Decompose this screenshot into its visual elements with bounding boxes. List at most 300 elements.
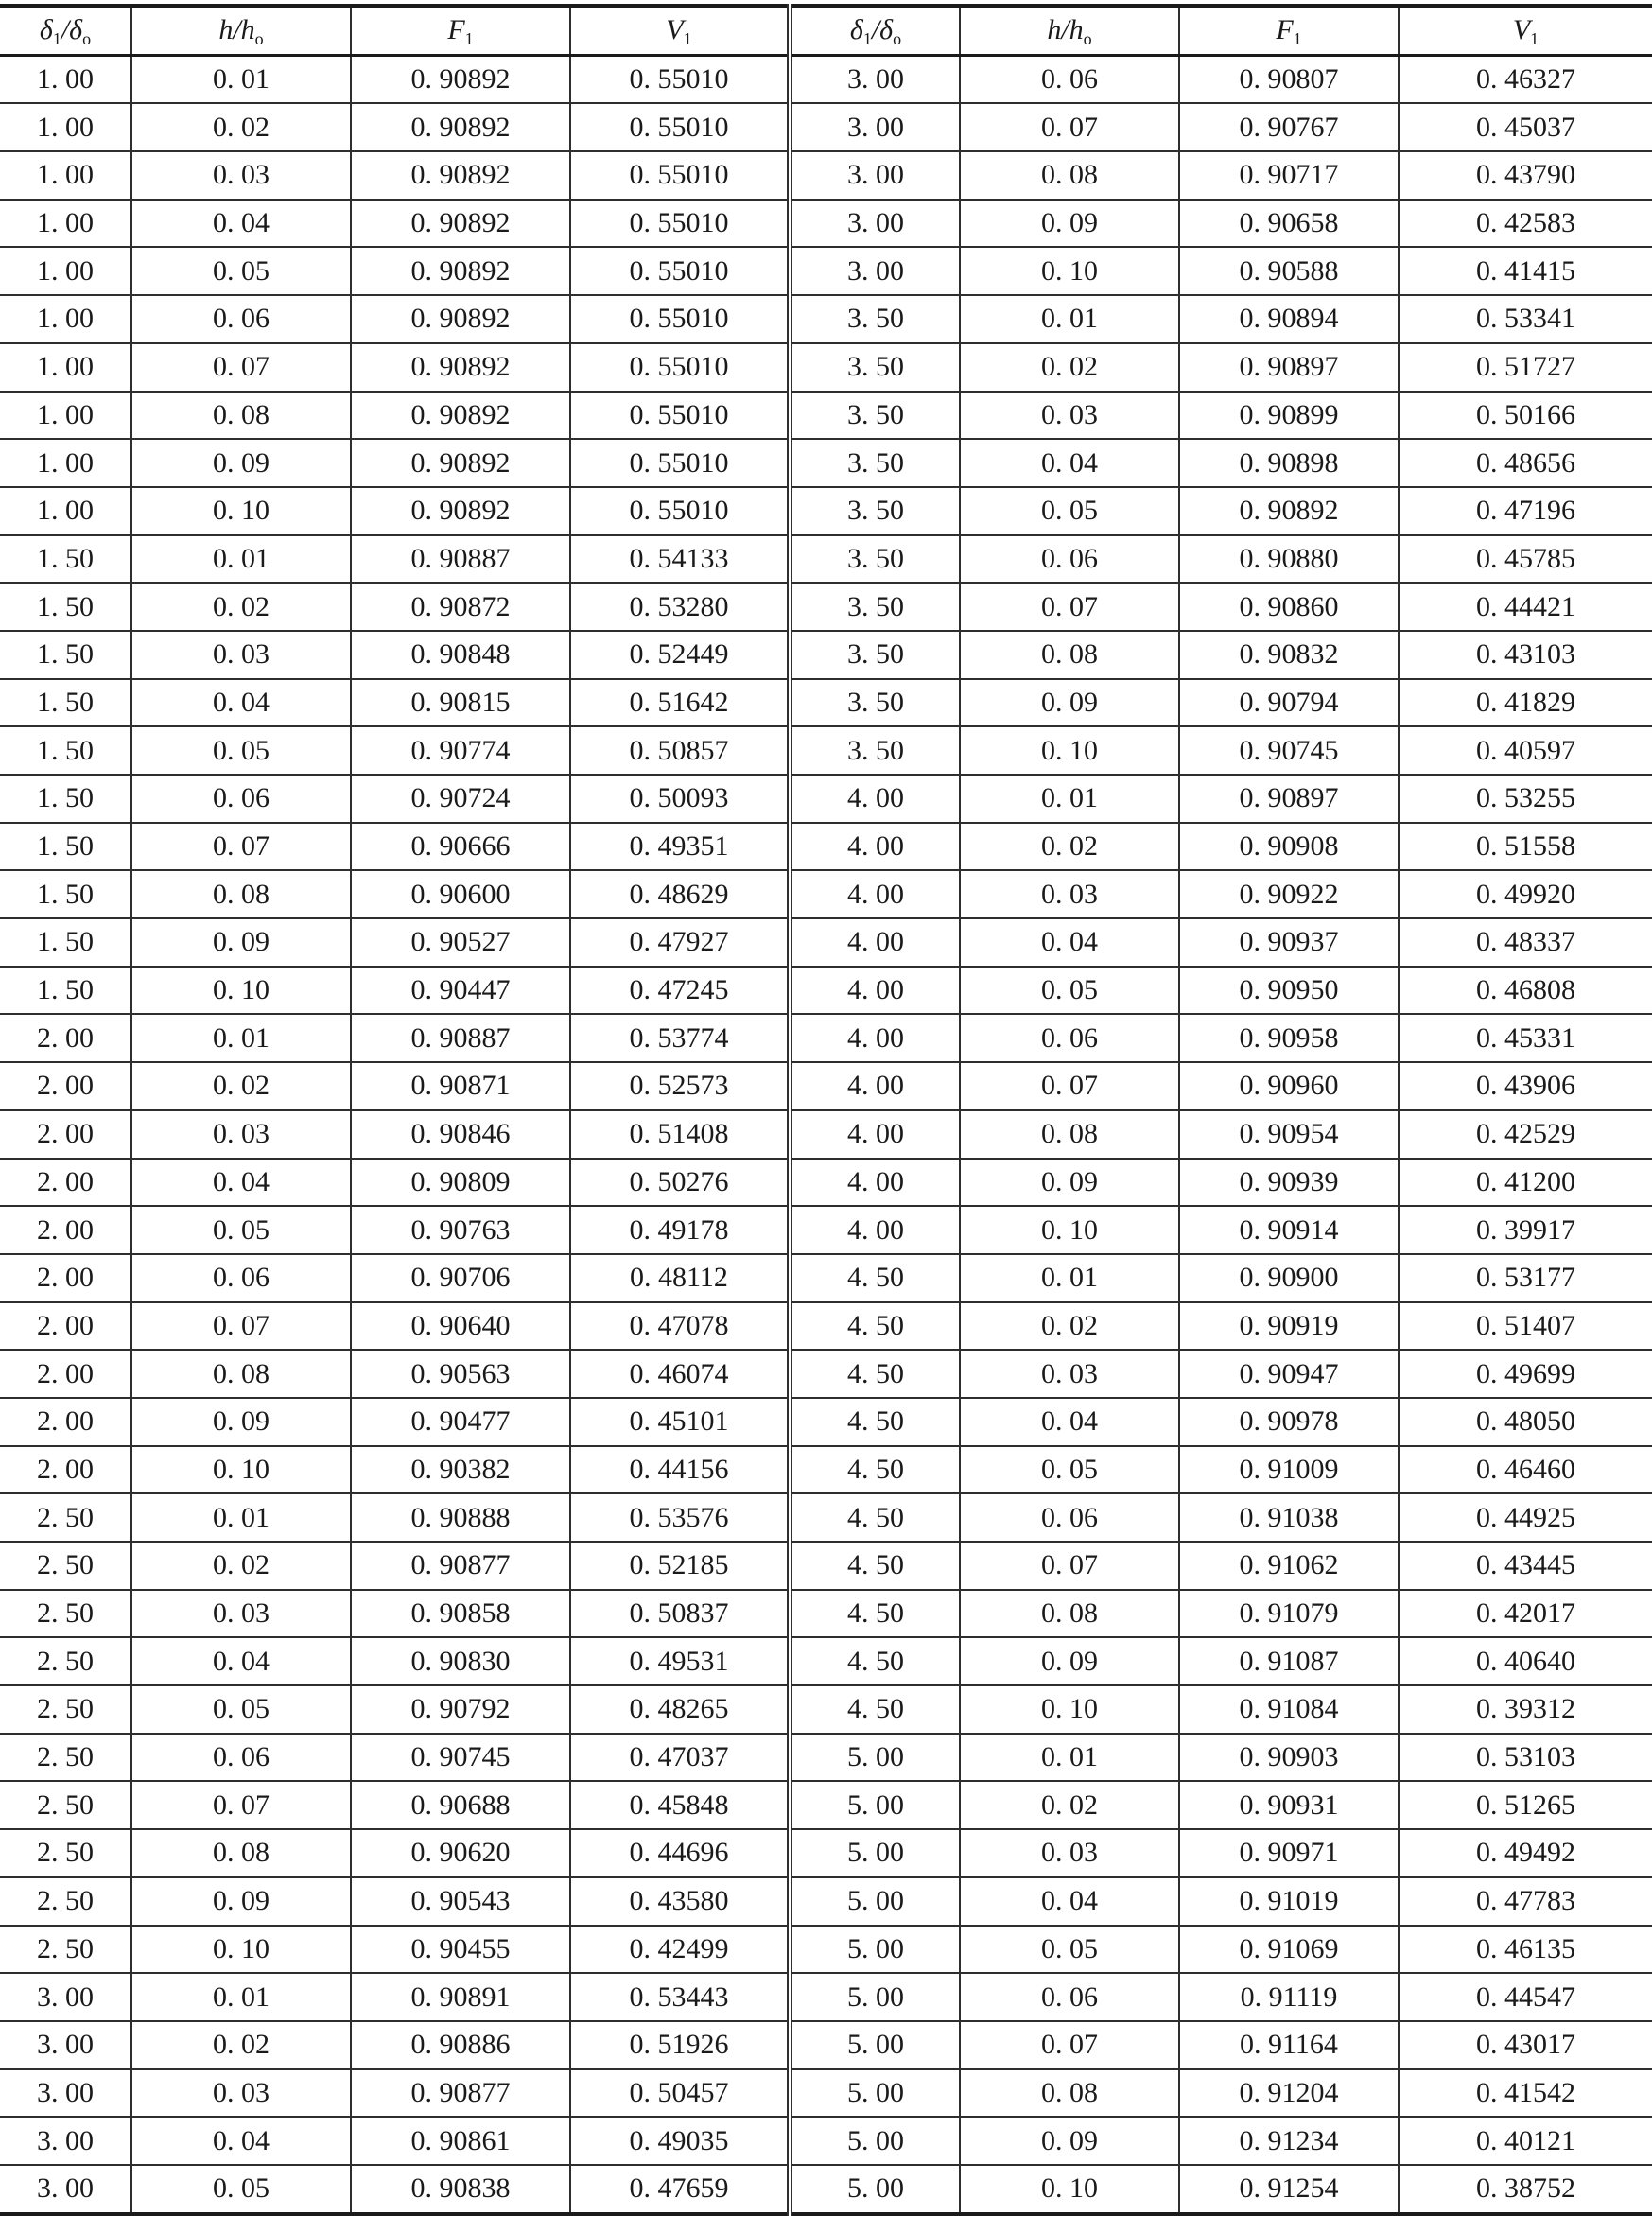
header-symbol: δ bbox=[69, 14, 83, 46]
table-row bbox=[0, 1302, 1652, 1351]
table-cell: 0. 53443 bbox=[570, 1973, 790, 2021]
table-cell: 0. 10 bbox=[131, 967, 351, 1015]
table-cell: 0. 90527 bbox=[351, 918, 570, 967]
table-cell: 0. 90897 bbox=[1179, 343, 1399, 392]
table-cell: 0. 07 bbox=[960, 1542, 1179, 1590]
table-cell: 0. 04 bbox=[960, 918, 1179, 967]
table-cell: 0. 08 bbox=[131, 392, 351, 440]
table-cell: 3. 50 bbox=[790, 726, 960, 775]
table-cell: 0. 07 bbox=[131, 343, 351, 392]
table-cell: 0. 90971 bbox=[1179, 1829, 1399, 1877]
table-row bbox=[0, 2117, 1652, 2165]
table-cell: 0. 91234 bbox=[1179, 2117, 1399, 2165]
table-cell: 3. 00 bbox=[0, 1973, 131, 2021]
table-cell: 0. 90903 bbox=[1179, 1734, 1399, 1782]
table-cell: 1. 50 bbox=[0, 726, 131, 775]
table-cell: 0. 01 bbox=[960, 295, 1179, 343]
table-row bbox=[0, 1542, 1652, 1590]
table-cell: 0. 06 bbox=[960, 535, 1179, 584]
table-cell: 0. 90872 bbox=[351, 583, 570, 631]
table-cell: 0. 91254 bbox=[1179, 2165, 1399, 2214]
table-row bbox=[0, 679, 1652, 727]
table-cell: 0. 90958 bbox=[1179, 1014, 1399, 1062]
table-cell: 0. 91087 bbox=[1179, 1637, 1399, 1685]
table-cell: 0. 90919 bbox=[1179, 1302, 1399, 1351]
header-symbol: / bbox=[61, 14, 70, 46]
table-cell: 0. 90939 bbox=[1179, 1159, 1399, 1207]
table-cell: 5. 00 bbox=[790, 1973, 960, 2021]
table-cell: 4. 50 bbox=[790, 1493, 960, 1542]
table-cell: 4. 50 bbox=[790, 1637, 960, 1685]
table-cell: 1. 00 bbox=[0, 200, 131, 248]
table-cell: 3. 50 bbox=[790, 439, 960, 487]
table-cell: 0. 90931 bbox=[1179, 1781, 1399, 1829]
table-row bbox=[0, 1159, 1652, 1207]
table-cell: 0. 90658 bbox=[1179, 200, 1399, 248]
header-symbol: h bbox=[218, 14, 234, 46]
table-cell: 0. 90887 bbox=[351, 1014, 570, 1062]
table-cell: 2. 50 bbox=[0, 1542, 131, 1590]
table-cell: 5. 00 bbox=[790, 2069, 960, 2118]
header-symbol: F bbox=[447, 14, 465, 46]
table-cell: 0. 08 bbox=[960, 1110, 1179, 1159]
table-cell: 0. 90888 bbox=[351, 1493, 570, 1542]
table-cell: 0. 47659 bbox=[570, 2165, 790, 2214]
table-cell: 0. 90898 bbox=[1179, 439, 1399, 487]
table-cell: 0. 43790 bbox=[1399, 151, 1652, 200]
table-cell: 0. 91204 bbox=[1179, 2069, 1399, 2118]
table-cell: 0. 48050 bbox=[1399, 1398, 1652, 1446]
table-cell: 0. 90717 bbox=[1179, 151, 1399, 200]
table-cell: 0. 48629 bbox=[570, 870, 790, 918]
header-symbol: F bbox=[1276, 14, 1294, 46]
table-cell: 0. 02 bbox=[131, 1542, 351, 1590]
table-cell: 0. 50093 bbox=[570, 775, 790, 823]
table-cell: 0. 07 bbox=[131, 1302, 351, 1351]
table-cell: 5. 00 bbox=[790, 2021, 960, 2069]
table-cell: 0. 90894 bbox=[1179, 295, 1399, 343]
table-cell: 0. 01 bbox=[131, 1493, 351, 1542]
table-cell: 0. 05 bbox=[131, 247, 351, 295]
table-cell: 0. 44421 bbox=[1399, 583, 1652, 631]
table-cell: 4. 50 bbox=[790, 1446, 960, 1494]
table-cell: 0. 41415 bbox=[1399, 247, 1652, 295]
table-cell: 0. 10 bbox=[131, 487, 351, 535]
table-cell: 0. 06 bbox=[960, 1493, 1179, 1542]
table-cell: 3. 50 bbox=[790, 631, 960, 679]
table-cell: 0. 90830 bbox=[351, 1637, 570, 1685]
table-cell: 0. 43445 bbox=[1399, 1542, 1652, 1590]
table-cell: 2. 00 bbox=[0, 1110, 131, 1159]
table-cell: 0. 05 bbox=[960, 1926, 1179, 1974]
table-row bbox=[0, 55, 1652, 103]
table-cell: 0. 50857 bbox=[570, 726, 790, 775]
table-cell: 0. 48656 bbox=[1399, 439, 1652, 487]
table-cell: 0. 90978 bbox=[1179, 1398, 1399, 1446]
table-cell: 0. 91009 bbox=[1179, 1446, 1399, 1494]
table-cell: 0. 47245 bbox=[570, 967, 790, 1015]
table-cell: 3. 50 bbox=[790, 487, 960, 535]
table-row bbox=[0, 1062, 1652, 1110]
header-subscript: 1 bbox=[862, 29, 872, 49]
table-cell: 2. 00 bbox=[0, 1350, 131, 1398]
header-symbol: / bbox=[233, 14, 241, 46]
table-cell: 4. 00 bbox=[790, 870, 960, 918]
table-cell: 3. 50 bbox=[790, 535, 960, 584]
table-cell: 1. 50 bbox=[0, 870, 131, 918]
table-row bbox=[0, 1877, 1652, 1926]
table-cell: 1. 50 bbox=[0, 583, 131, 631]
table-cell: 0. 90848 bbox=[351, 631, 570, 679]
table-cell: 0. 01 bbox=[960, 1734, 1179, 1782]
table-cell: 0. 55010 bbox=[570, 55, 790, 103]
table-cell: 3. 50 bbox=[790, 392, 960, 440]
table-cell: 0. 55010 bbox=[570, 151, 790, 200]
table-cell: 0. 90809 bbox=[351, 1159, 570, 1207]
table-cell: 0. 01 bbox=[131, 55, 351, 103]
table-cell: 0. 90832 bbox=[1179, 631, 1399, 679]
table-cell: 1. 50 bbox=[0, 631, 131, 679]
table-cell: 0. 41200 bbox=[1399, 1159, 1652, 1207]
table-cell: 0. 06 bbox=[960, 1014, 1179, 1062]
table-cell: 0. 55010 bbox=[570, 392, 790, 440]
table-cell: 0. 90767 bbox=[1179, 103, 1399, 151]
table-cell: 0. 90455 bbox=[351, 1926, 570, 1974]
table-cell: 5. 00 bbox=[790, 1926, 960, 1974]
table-cell: 0. 02 bbox=[960, 343, 1179, 392]
table-cell: 0. 90908 bbox=[1179, 823, 1399, 871]
column-header bbox=[960, 6, 1179, 55]
table-cell: 0. 09 bbox=[960, 1637, 1179, 1685]
table-cell: 3. 50 bbox=[790, 343, 960, 392]
table-cell: 0. 47196 bbox=[1399, 487, 1652, 535]
table-cell: 0. 90892 bbox=[351, 55, 570, 103]
table-cell: 0. 04 bbox=[960, 1398, 1179, 1446]
table-cell: 0. 45101 bbox=[570, 1398, 790, 1446]
table-cell: 4. 00 bbox=[790, 1062, 960, 1110]
header-subscript: 1 bbox=[1293, 29, 1302, 49]
table-cell: 0. 05 bbox=[960, 1446, 1179, 1494]
table-cell: 0. 02 bbox=[131, 583, 351, 631]
table-cell: 0. 90745 bbox=[351, 1734, 570, 1782]
table-row bbox=[0, 823, 1652, 871]
table-cell: 0. 55010 bbox=[570, 103, 790, 151]
table-cell: 4. 50 bbox=[790, 1350, 960, 1398]
table-cell: 4. 00 bbox=[790, 823, 960, 871]
table-row bbox=[0, 1110, 1652, 1159]
table-cell: 0. 46135 bbox=[1399, 1926, 1652, 1974]
table-cell: 0. 03 bbox=[131, 631, 351, 679]
table-cell: 0. 45331 bbox=[1399, 1014, 1652, 1062]
table-row bbox=[0, 1254, 1652, 1302]
table-cell: 0. 48337 bbox=[1399, 918, 1652, 967]
table-cell: 2. 00 bbox=[0, 1302, 131, 1351]
header-subscript: 1 bbox=[1530, 29, 1539, 49]
table-cell: 4. 50 bbox=[790, 1398, 960, 1446]
table-cell: 0. 49351 bbox=[570, 823, 790, 871]
table-cell: 0. 46074 bbox=[570, 1350, 790, 1398]
table-cell: 3. 00 bbox=[790, 151, 960, 200]
table-cell: 1. 00 bbox=[0, 151, 131, 200]
table-cell: 2. 50 bbox=[0, 1590, 131, 1638]
table-cell: 1. 00 bbox=[0, 487, 131, 535]
table-cell: 0. 47927 bbox=[570, 918, 790, 967]
table-cell: 0. 42017 bbox=[1399, 1590, 1652, 1638]
table-row bbox=[0, 583, 1652, 631]
table-row bbox=[0, 392, 1652, 440]
table-cell: 2. 50 bbox=[0, 1781, 131, 1829]
table-cell: 5. 00 bbox=[790, 2165, 960, 2214]
table-cell: 3. 50 bbox=[790, 679, 960, 727]
table-cell: 0. 90950 bbox=[1179, 967, 1399, 1015]
table-row bbox=[0, 343, 1652, 392]
column-header bbox=[131, 6, 351, 55]
table-cell: 0. 90588 bbox=[1179, 247, 1399, 295]
table-cell: 0. 90886 bbox=[351, 2021, 570, 2069]
table-cell: 0. 51642 bbox=[570, 679, 790, 727]
table-cell: 0. 54133 bbox=[570, 535, 790, 584]
table-cell: 0. 50166 bbox=[1399, 392, 1652, 440]
table-cell: 0. 49920 bbox=[1399, 870, 1652, 918]
table-row bbox=[0, 918, 1652, 967]
table-cell: 0. 04 bbox=[131, 1159, 351, 1207]
table-cell: 3. 00 bbox=[790, 200, 960, 248]
data-table bbox=[0, 4, 1652, 2216]
table-cell: 4. 00 bbox=[790, 918, 960, 967]
table-cell: 0. 46327 bbox=[1399, 55, 1652, 103]
table-cell: 0. 50837 bbox=[570, 1590, 790, 1638]
table-cell: 0. 90892 bbox=[351, 103, 570, 151]
column-header bbox=[0, 6, 131, 55]
table-cell: 0. 43580 bbox=[570, 1877, 790, 1926]
header-symbol: / bbox=[1061, 14, 1069, 46]
table-cell: 0. 10 bbox=[131, 1446, 351, 1494]
table-cell: 0. 38752 bbox=[1399, 2165, 1652, 2214]
table-cell: 0. 51558 bbox=[1399, 823, 1652, 871]
table-cell: 0. 90543 bbox=[351, 1877, 570, 1926]
table-row bbox=[0, 200, 1652, 248]
table-cell: 1. 50 bbox=[0, 967, 131, 1015]
header-symbol: V bbox=[666, 14, 684, 46]
table-row bbox=[0, 1590, 1652, 1638]
table-cell: 0. 91084 bbox=[1179, 1685, 1399, 1734]
table-cell: 0. 90892 bbox=[1179, 487, 1399, 535]
header-symbol: V bbox=[1512, 14, 1531, 46]
table-row bbox=[0, 247, 1652, 295]
table-cell: 0. 41829 bbox=[1399, 679, 1652, 727]
table-row bbox=[0, 967, 1652, 1015]
table-cell: 0. 03 bbox=[960, 1829, 1179, 1877]
table-row bbox=[0, 151, 1652, 200]
table-row bbox=[0, 439, 1652, 487]
table-cell: 3. 00 bbox=[0, 2021, 131, 2069]
table-cell: 4. 50 bbox=[790, 1302, 960, 1351]
table-cell: 3. 50 bbox=[790, 295, 960, 343]
table-cell: 0. 52185 bbox=[570, 1542, 790, 1590]
table-cell: 0. 08 bbox=[131, 1829, 351, 1877]
table-cell: 0. 90960 bbox=[1179, 1062, 1399, 1110]
header-subscript: o bbox=[82, 29, 92, 49]
header-symbol: / bbox=[871, 14, 880, 46]
table-cell: 0. 51727 bbox=[1399, 343, 1652, 392]
table-row bbox=[0, 295, 1652, 343]
table-cell: 0. 09 bbox=[131, 1398, 351, 1446]
table-cell: 0. 90897 bbox=[1179, 775, 1399, 823]
table-cell: 0. 90382 bbox=[351, 1446, 570, 1494]
column-header bbox=[570, 6, 790, 55]
header-subscript: 1 bbox=[683, 29, 692, 49]
table-cell: 0. 53774 bbox=[570, 1014, 790, 1062]
table-cell: 0. 50276 bbox=[570, 1159, 790, 1207]
table-cell: 0. 90447 bbox=[351, 967, 570, 1015]
table-row bbox=[0, 487, 1652, 535]
table-cell: 0. 90877 bbox=[351, 1542, 570, 1590]
table-cell: 0. 90937 bbox=[1179, 918, 1399, 967]
table-cell: 0. 06 bbox=[131, 775, 351, 823]
table-cell: 0. 44925 bbox=[1399, 1493, 1652, 1542]
table-cell: 0. 05 bbox=[960, 967, 1179, 1015]
table-cell: 0. 90892 bbox=[351, 247, 570, 295]
table-cell: 0. 55010 bbox=[570, 439, 790, 487]
table-cell: 0. 10 bbox=[131, 1926, 351, 1974]
table-cell: 0. 40640 bbox=[1399, 1637, 1652, 1685]
header-subscript: o bbox=[1083, 29, 1092, 49]
table-cell: 0. 09 bbox=[960, 679, 1179, 727]
table-cell: 0. 04 bbox=[960, 1877, 1179, 1926]
table-cell: 0. 91069 bbox=[1179, 1926, 1399, 1974]
table-cell: 0. 50457 bbox=[570, 2069, 790, 2118]
table-row bbox=[0, 1926, 1652, 1974]
table-cell: 0. 08 bbox=[960, 1590, 1179, 1638]
table-cell: 1. 00 bbox=[0, 103, 131, 151]
table-row bbox=[0, 775, 1652, 823]
table-cell: 3. 00 bbox=[0, 2165, 131, 2214]
table-cell: 0. 48265 bbox=[570, 1685, 790, 1734]
table-cell: 4. 00 bbox=[790, 1110, 960, 1159]
table-cell: 2. 50 bbox=[0, 1493, 131, 1542]
table-cell: 0. 90892 bbox=[351, 392, 570, 440]
table-cell: 0. 01 bbox=[960, 1254, 1179, 1302]
table-cell: 0. 90892 bbox=[351, 343, 570, 392]
table-cell: 0. 53280 bbox=[570, 583, 790, 631]
table-row bbox=[0, 1350, 1652, 1398]
table-cell: 1. 00 bbox=[0, 295, 131, 343]
table-cell: 0. 07 bbox=[960, 2021, 1179, 2069]
table-cell: 0. 90892 bbox=[351, 200, 570, 248]
table-cell: 0. 09 bbox=[131, 439, 351, 487]
table-cell: 0. 90861 bbox=[351, 2117, 570, 2165]
table-cell: 0. 39312 bbox=[1399, 1685, 1652, 1734]
table-cell: 0. 42583 bbox=[1399, 200, 1652, 248]
table-cell: 0. 90724 bbox=[351, 775, 570, 823]
table-cell: 2. 50 bbox=[0, 1926, 131, 1974]
header-symbol: δ bbox=[879, 14, 894, 46]
table-cell: 0. 42529 bbox=[1399, 1110, 1652, 1159]
table-cell: 0. 53177 bbox=[1399, 1254, 1652, 1302]
table-cell: 0. 05 bbox=[131, 1685, 351, 1734]
table-cell: 0. 90792 bbox=[351, 1685, 570, 1734]
table-cell: 0. 90860 bbox=[1179, 583, 1399, 631]
table-row bbox=[0, 1829, 1652, 1877]
table-cell: 0. 47037 bbox=[570, 1734, 790, 1782]
table-cell: 0. 39917 bbox=[1399, 1206, 1652, 1254]
table-cell: 0. 08 bbox=[960, 151, 1179, 200]
table-cell: 0. 90892 bbox=[351, 295, 570, 343]
table-cell: 0. 41542 bbox=[1399, 2069, 1652, 2118]
table-cell: 0. 90706 bbox=[351, 1254, 570, 1302]
table-cell: 1. 50 bbox=[0, 775, 131, 823]
column-header bbox=[1399, 6, 1652, 55]
table-cell: 0. 90640 bbox=[351, 1302, 570, 1351]
table-row bbox=[0, 1685, 1652, 1734]
table-cell: 4. 00 bbox=[790, 775, 960, 823]
header-subscript: 1 bbox=[52, 29, 61, 49]
table-body bbox=[0, 55, 1652, 2213]
table-cell: 0. 52573 bbox=[570, 1062, 790, 1110]
table-cell: 0. 02 bbox=[960, 1781, 1179, 1829]
table-cell: 0. 46808 bbox=[1399, 967, 1652, 1015]
table-cell: 0. 06 bbox=[960, 55, 1179, 103]
table-cell: 0. 90880 bbox=[1179, 535, 1399, 584]
table-cell: 5. 00 bbox=[790, 2117, 960, 2165]
table-cell: 1. 50 bbox=[0, 679, 131, 727]
table-cell: 4. 00 bbox=[790, 967, 960, 1015]
table-cell: 3. 00 bbox=[0, 2117, 131, 2165]
header-symbol: h bbox=[1047, 14, 1062, 46]
table-cell: 0. 55010 bbox=[570, 295, 790, 343]
table-cell: 0. 55010 bbox=[570, 343, 790, 392]
header-subscript: o bbox=[254, 29, 264, 49]
header-symbol: δ bbox=[39, 14, 53, 46]
table-cell: 3. 00 bbox=[790, 55, 960, 103]
table-cell: 0. 90892 bbox=[351, 487, 570, 535]
table-cell: 0. 09 bbox=[131, 918, 351, 967]
table-cell: 0. 90794 bbox=[1179, 679, 1399, 727]
table-cell: 0. 43906 bbox=[1399, 1062, 1652, 1110]
table-cell: 5. 00 bbox=[790, 1829, 960, 1877]
table-cell: 0. 90891 bbox=[351, 1973, 570, 2021]
table-cell: 0. 47783 bbox=[1399, 1877, 1652, 1926]
table-cell: 1. 00 bbox=[0, 392, 131, 440]
table-cell: 5. 00 bbox=[790, 1877, 960, 1926]
table-cell: 0. 07 bbox=[131, 823, 351, 871]
table-cell: 0. 01 bbox=[131, 1973, 351, 2021]
table-cell: 0. 55010 bbox=[570, 487, 790, 535]
table-row bbox=[0, 631, 1652, 679]
table-cell: 0. 01 bbox=[131, 535, 351, 584]
table-cell: 0. 04 bbox=[960, 439, 1179, 487]
table-cell: 0. 49699 bbox=[1399, 1350, 1652, 1398]
table-cell: 0. 90563 bbox=[351, 1350, 570, 1398]
table-cell: 0. 43103 bbox=[1399, 631, 1652, 679]
table-cell: 0. 90620 bbox=[351, 1829, 570, 1877]
table-cell: 2. 00 bbox=[0, 1159, 131, 1207]
table-row bbox=[0, 1398, 1652, 1446]
table-cell: 4. 00 bbox=[790, 1159, 960, 1207]
table-cell: 4. 50 bbox=[790, 1685, 960, 1734]
table-cell: 0. 90954 bbox=[1179, 1110, 1399, 1159]
table-cell: 0. 90922 bbox=[1179, 870, 1399, 918]
table-cell: 0. 02 bbox=[960, 823, 1179, 871]
table-cell: 2. 00 bbox=[0, 1398, 131, 1446]
table-cell: 0. 01 bbox=[131, 1014, 351, 1062]
table-cell: 0. 01 bbox=[960, 775, 1179, 823]
table-cell: 0. 09 bbox=[960, 2117, 1179, 2165]
table-cell: 0. 42499 bbox=[570, 1926, 790, 1974]
table-row bbox=[0, 1014, 1652, 1062]
table-cell: 0. 02 bbox=[131, 2021, 351, 2069]
table-row bbox=[0, 1206, 1652, 1254]
